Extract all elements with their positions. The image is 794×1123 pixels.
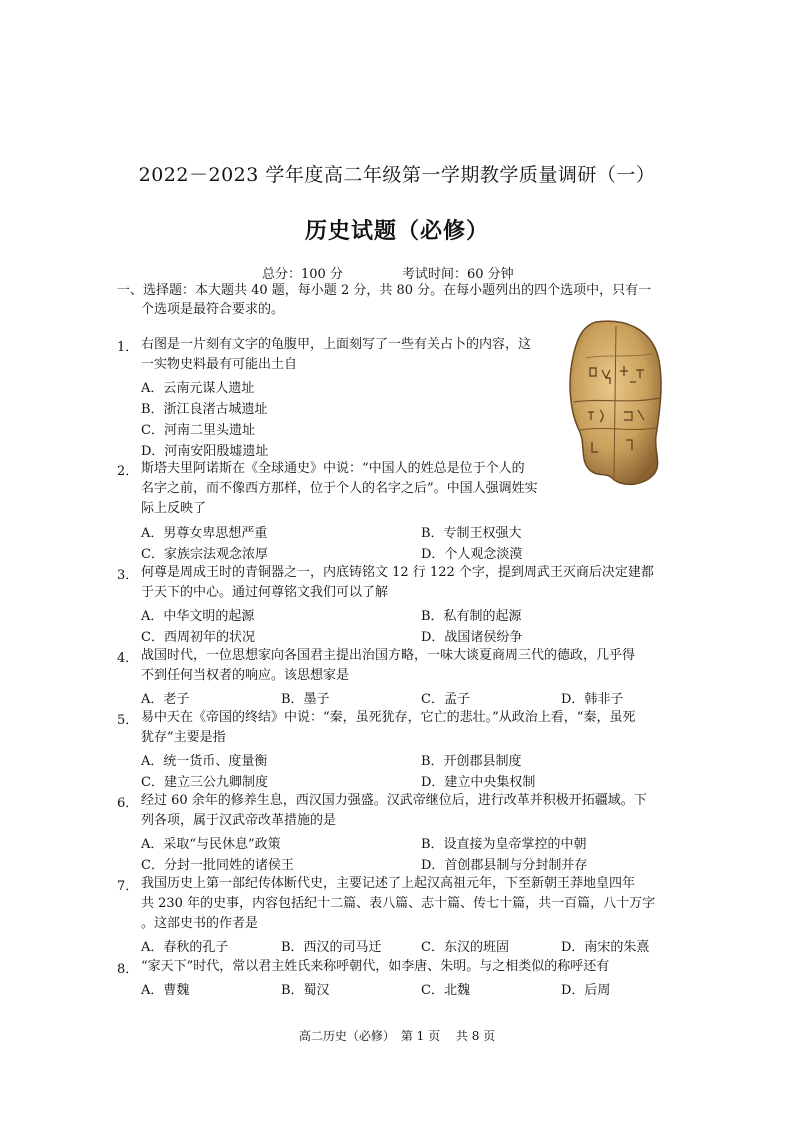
question-1-option-d[interactable]: D．河南安阳殷墟遗址: [141, 444, 269, 459]
question-5-option-c[interactable]: C．建立三公九卿制度: [141, 775, 268, 790]
exam-time: 考试时间：60 分钟: [402, 267, 514, 282]
exam-title: 2022－2023 学年度高二年级第一学期教学质量调研（一）: [138, 164, 656, 186]
question-7-option-c[interactable]: C．东汉的班固: [421, 940, 509, 955]
question-2-option-c[interactable]: C．家族宗法观念浓厚: [141, 547, 268, 562]
question-4-option-a[interactable]: A．老子: [141, 692, 190, 707]
question-7-number: 7．: [117, 879, 139, 894]
question-7-stem-line1: 我国历史上第一部纪传体断代史，主要记述了上起汉高祖元年，下至新朝王莽地皇四年: [141, 876, 636, 891]
question-7-stem-line3: 。这部史书的作者是: [141, 916, 259, 931]
question-6-number: 6．: [117, 796, 139, 811]
question-1-number: 1．: [117, 340, 139, 355]
question-4-stem-line2: 不到任何当权者的响应。该思想家是: [141, 668, 350, 683]
question-3-stem-line1: 何尊是周成王时的青铜器之一，内底铸铭文 12 行 122 个字，提到周武王灭商后决定建都: [141, 565, 654, 580]
oracle-bone-turtle-plastron-image: [566, 318, 666, 498]
question-6-option-b[interactable]: B．设直接为皇帝掌控的中朝: [421, 837, 587, 852]
exam-subtitle: 历史试题（必修）: [304, 218, 489, 244]
question-2-option-a[interactable]: A．男尊女卑思想严重: [141, 526, 268, 541]
question-2-option-d[interactable]: D．个人观念淡漠: [421, 547, 523, 562]
question-2-option-b[interactable]: B．专制王权强大: [421, 526, 522, 541]
question-5-stem-line1: 易中天在《帝国的终结》中说：“秦，虽死犹存，它亡的悲壮。”从政治上看，“秦，虽死: [141, 710, 636, 725]
question-4-stem-line1: 战国时代，一位思想家向各国君主提出治国方略，一味大谈夏商周三代的德政，几乎得: [141, 648, 636, 663]
question-4-option-c[interactable]: C．孟子: [421, 692, 470, 707]
question-4-option-d[interactable]: D．韩非子: [561, 692, 624, 707]
question-2-number: 2．: [117, 464, 139, 479]
question-3-option-b[interactable]: B．私有制的起源: [421, 609, 522, 624]
question-4-number: 4．: [117, 651, 139, 666]
question-7-option-a[interactable]: A．春秋的孔子: [141, 940, 229, 955]
question-4-option-b[interactable]: B．墨子: [281, 692, 330, 707]
question-6-option-c[interactable]: C．分封一批同姓的诸侯王: [141, 858, 294, 873]
question-8-number: 8．: [117, 962, 139, 977]
question-1-stem-line1: 右图是一片刻有文字的龟腹甲，上面刻写了一些有关占卜的内容，这: [141, 337, 532, 352]
question-6-stem-line1: 经过 60 余年的修养生息，西汉国力强盛。汉武帝继位后，进行改革并积极开拓疆域。下: [141, 793, 647, 808]
page-footer: 高二历史（必修） 第 1 页 共 8 页: [298, 1029, 496, 1043]
question-2-stem-line3: 际上反映了: [141, 501, 207, 516]
question-5-option-b[interactable]: B．开创郡县制度: [421, 754, 522, 769]
question-5-option-d[interactable]: D．建立中央集权制: [421, 775, 536, 790]
total-score: 总分：100 分: [262, 267, 343, 282]
question-3-option-a[interactable]: A．中华文明的起源: [141, 609, 255, 624]
question-5-number: 5．: [117, 713, 139, 728]
section-instruction-line2: 个选项是最符合要求的。: [141, 302, 285, 317]
question-8-option-b[interactable]: B．蜀汉: [281, 983, 330, 998]
question-8-stem-line1: “家天下”时代，常以君主姓氏来称呼朝代，如李唐、朱明。与之相类似的称呼还有: [141, 959, 610, 974]
question-1-option-b[interactable]: B．浙江良渚古城遗址: [141, 402, 268, 417]
question-3-stem-line2: 于天下的中心。通过何尊铭文我们可以了解: [141, 585, 389, 600]
question-2-stem-line2: 名字之前，而不像西方那样，位于个人的名字之后”。中国人强调姓实: [141, 481, 538, 496]
question-3-option-c[interactable]: C．西周初年的状况: [141, 630, 255, 645]
question-6-option-d[interactable]: D．首创郡县制与分封制并存: [421, 858, 588, 873]
oracle-bone-icon: [566, 318, 666, 498]
question-3-number: 3．: [117, 568, 139, 583]
section-instruction-line1: 一、选择题：本大题共 40 题，每小题 2 分，共 80 分。在每小题列出的四个选项中，只有一: [117, 283, 652, 298]
question-8-option-a[interactable]: A．曹魏: [141, 983, 190, 998]
question-7-option-d[interactable]: D．南宋的朱熹: [561, 940, 650, 955]
question-5-stem-line2: 犹存”主要是指: [141, 730, 226, 745]
question-3-option-d[interactable]: D．战国诸侯纷争: [421, 630, 523, 645]
question-7-option-b[interactable]: B．西汉的司马迁: [281, 940, 382, 955]
question-6-stem-line2: 列各项，属于汉武帝改革措施的是: [141, 813, 337, 828]
question-8-option-c[interactable]: C．北魏: [421, 983, 470, 998]
question-1-option-c[interactable]: C．河南二里头遗址: [141, 423, 255, 438]
question-8-option-d[interactable]: D．后周: [561, 983, 611, 998]
question-2-stem-line1: 斯塔夫里阿诺斯在《全球通史》中说：“中国人的姓总是位于个人的: [141, 461, 525, 476]
question-5-option-a[interactable]: A．统一货币、度量衡: [141, 754, 268, 769]
question-1-stem-line2: 一实物史料最有可能出土自: [141, 357, 298, 372]
question-1-option-a[interactable]: A．云南元谋人遗址: [141, 381, 255, 396]
question-7-stem-line2: 共 230 年的史事，内容包括纪十二篇、表八篇、志十篇、传七十篇，共一百篇，八十万字: [141, 896, 656, 911]
question-6-option-a[interactable]: A．采取“与民休息”政策: [141, 837, 281, 852]
